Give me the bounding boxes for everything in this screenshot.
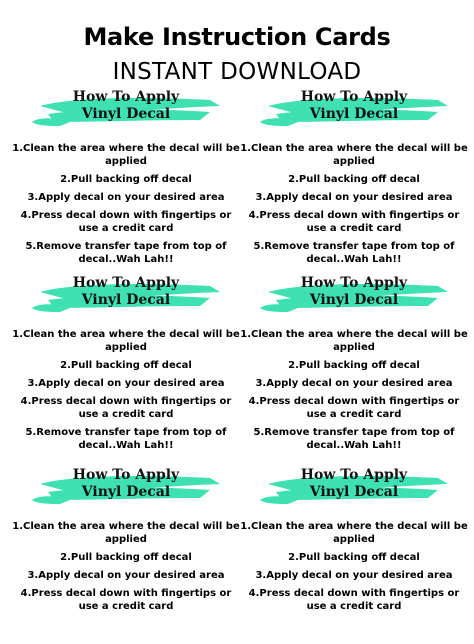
step-4: 4.Press decal down with fingertips or use a credit card (248, 210, 460, 234)
step-3: 3.Apply decal on your desired area (27, 192, 225, 203)
step-4: 4.Press decal down with fingertips or use a credit card (248, 396, 460, 420)
instruction-card (10, 272, 242, 452)
step-4: 4.Press decal down with fingertips or use a credit card (248, 588, 460, 612)
instruction-card (10, 464, 242, 644)
step-1: 1.Clean the area where the decal will be applied (12, 143, 240, 167)
step-3: 3.Apply decal on your desired area (255, 378, 453, 389)
step-3: 3.Apply decal on your desired area (27, 378, 225, 389)
card-header (238, 464, 470, 512)
card-header-line2: Vinyl Decal (309, 484, 399, 500)
steps-list (238, 142, 470, 271)
steps-list (238, 520, 470, 618)
step-1: 1.Clean the area where the decal will be applied (12, 329, 240, 353)
instruction-card (10, 86, 242, 266)
step-1: 1.Clean the area where the decal will be applied (12, 521, 240, 545)
card-header (238, 272, 470, 320)
page-title: Make Instruction Cards (83, 23, 391, 51)
card-header-line1: How To Apply (300, 89, 408, 105)
card-header-line1: How To Apply (72, 467, 180, 483)
step-5: 5.Remove transfer tape from top of decal..Wah Lah!! (25, 427, 227, 451)
step-4: 4.Press decal down with fingertips or use a credit card (20, 588, 232, 612)
step-5: 5.Remove transfer tape from top of decal..Wah Lah!! (253, 241, 455, 265)
steps-list (10, 520, 242, 618)
card-header-line1: How To Apply (72, 89, 180, 105)
step-2: 2.Pull backing off decal (60, 174, 192, 185)
step-2: 2.Pull backing off decal (288, 174, 420, 185)
steps-list (10, 142, 242, 271)
card-header-line2: Vinyl Decal (81, 106, 171, 122)
step-3: 3.Apply decal on your desired area (27, 570, 225, 581)
step-2: 2.Pull backing off decal (60, 360, 192, 371)
step-2: 2.Pull backing off decal (60, 552, 192, 563)
card-header (10, 272, 242, 320)
step-4: 4.Press decal down with fingertips or use a credit card (20, 396, 232, 420)
step-1: 1.Clean the area where the decal will be applied (240, 521, 468, 545)
step-2: 2.Pull backing off decal (288, 360, 420, 371)
step-2: 2.Pull backing off decal (288, 552, 420, 563)
steps-list (238, 328, 470, 457)
card-header-line2: Vinyl Decal (81, 484, 171, 500)
step-5: 5.Remove transfer tape from top of decal..Wah Lah!! (25, 241, 227, 265)
page-subtitle: INSTANT DOWNLOAD (112, 59, 362, 85)
card-header (10, 86, 242, 134)
steps-list (10, 328, 242, 457)
card-header-line2: Vinyl Decal (81, 292, 171, 308)
card-header (10, 464, 242, 512)
card-header-line1: How To Apply (72, 275, 180, 291)
instruction-card (238, 464, 470, 644)
step-5: 5.Remove transfer tape from top of decal..Wah Lah!! (253, 427, 455, 451)
card-header (238, 86, 470, 134)
card-header-line2: Vinyl Decal (309, 106, 399, 122)
step-3: 3.Apply decal on your desired area (255, 570, 453, 581)
card-header-line1: How To Apply (300, 467, 408, 483)
card-header-line2: Vinyl Decal (309, 292, 399, 308)
instruction-card (238, 86, 470, 266)
step-1: 1.Clean the area where the decal will be applied (240, 143, 468, 167)
step-4: 4.Press decal down with fingertips or use a credit card (20, 210, 232, 234)
step-1: 1.Clean the area where the decal will be applied (240, 329, 468, 353)
step-3: 3.Apply decal on your desired area (255, 192, 453, 203)
instruction-card (238, 272, 470, 452)
card-header-line1: How To Apply (300, 275, 408, 291)
